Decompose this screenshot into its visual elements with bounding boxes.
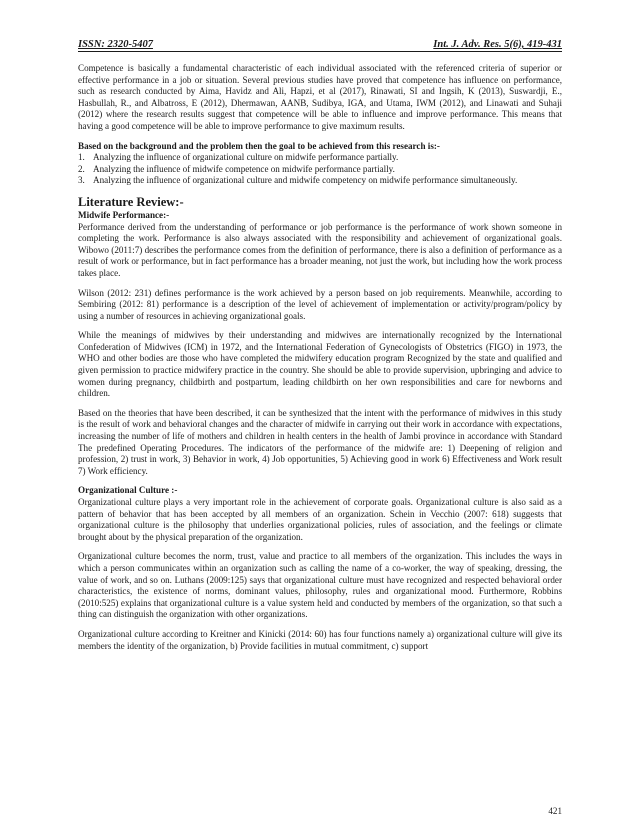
journal-citation: Int. J. Adv. Res. 5(6), 419-431 xyxy=(433,39,562,50)
paragraph-org-culture-norm: Organizational culture becomes the norm, trust, value and practice to all members of the organization. This includes the ways in which a person communicates within an organization such as calling the name of a co-worker, the way of speaking, dressing, the value of work, and so on. Luthans (2009:125) says that organizational culture must have recognized and respected behavioral order characteristics, the existence of norms, dominant values, philosophy, rules and organizational mood. Furthermore, Robbins (2010:525) explains that organizational culture is a value system held and conducted by members of the organization, so that such a thing can distinguish the organization with other organizations. xyxy=(78,551,562,620)
goal-heading: Based on the background and the problem then the goal to be achieved from this research is:- xyxy=(78,140,440,151)
list-item: 3. Analyzing the influence of organizational culture and midwife competency on midwife performance simultaneously. xyxy=(78,175,518,186)
paragraph-competence: Competence is basically a fundamental characteristic of each individual associated with the referenced criteria of superior or effective performance in a job or situation. Several previous studies have proved that competence has influence on performance, such as research conducted by Aima, Havidz and Ali, Hapzi, et al (2017), Rinawati, SI and Ingsih, K (2013), Suswardji, E., Hasbullah, R., and Albatross, E (2012), Dhermawan, AANB, Sudibya, IGA, and Utama, IWM (2012), and Linawati and Suhaji (2012) where the research results suggest that competence will be able to influence and improve performance. This means that having a good competence will be able to improve performance to give maximum results. xyxy=(78,63,562,131)
goal-list xyxy=(78,152,562,187)
page xyxy=(78,38,562,660)
paragraph-theories: Based on the theories that have been described, it can be synthesized that the intent with the performance of midwives in this study is the result of work and behavioral changes and the character of midwife in carrying out their work in accordance with expectations, increasing the number of life of mothers and children in health centers in the health of Jambi province in accordance with Standard The predefined Operating Procedures. The indicators of the performance of the midwife are: 1) Deepening of religion and profession, 2) trust in work, 3) Behavior in work, 4) Job opportunities, 5) Achieving good in work 6) Effectiveness and Work result 7) Work efficiency. xyxy=(78,407,562,476)
article-body xyxy=(78,63,562,652)
list-item: 1. Analyzing the influence of organizational culture on midwife performance partially. xyxy=(78,152,399,163)
paragraph-org-culture-role: Organizational culture plays a very important role in the achievement of corporate goals. Organizational culture is also said as a pattern of behavior that has been accepted by all members of an organization. Schein in Vecchio (2007: 618) suggests that organizational culture is the philosophy that underlies organizational policies, rules of association, and the feelings or climate brought about by the physical preparation of the organization. xyxy=(78,497,562,542)
list-item: 2. Analyzing the influence of midwife competence on midwife performance partially. xyxy=(78,163,395,174)
paragraph-wilson: Wilson (2012: 231) defines performance is the work achieved by a person based on job requirements. Meanwhile, according to Sembiring (2012: 81) performance is a description of the level of achievement of implementation or activity/program/policy by using a number of resources in achieving organizational goals. xyxy=(78,287,562,321)
paragraph-midwives: While the meanings of midwives by their understanding and midwives are internationally recognized by the International Confederation of Midwives (ICM) in 1972, and the International Federation of Gynecologists of Obstetrics (FIGO) in 1973, the WHO and other bodies are those who have completed the midwifery education program Recognized by the state and qualified and given permission to practice midwifery practice in the country. She should be able to provide supervision, upbringing and advice to women during pregnancy, childbirth and postpartum, leading childbirth on her own responsibilities and care for newborns and children. xyxy=(78,330,562,399)
paragraph-performance: Performance derived from the understanding of performance or job performance is the performance of work shown someone in completing the work. Performance is also always associated with the responsibility and achievement of organizational goals. Wibowo (2011:7) describes the performance comes from the definition of performance, there is also a definition of performance as a result of work or performance, but in fact performance has a broader meaning, not just the work, but including how the work process takes place. xyxy=(78,221,562,278)
subsection-heading-midwife-performance: Midwife Performance:- xyxy=(78,209,170,220)
running-header xyxy=(78,38,562,51)
issn-label: ISSN: 2320-5407 xyxy=(78,39,153,50)
section-heading-literature-review: Literature Review:- xyxy=(78,194,184,209)
paragraph-org-culture-functions: Organizational culture according to Kreitner and Kinicki (2014: 60) has four functions namely a) organizational culture will give its members the identity of the organization, b) Provide facilities in mutual commitment, c) support xyxy=(78,628,562,651)
page-number: 421 xyxy=(548,806,562,816)
header-rule xyxy=(78,51,562,52)
subsection-heading-organizational-culture: Organizational Culture :- xyxy=(78,485,178,496)
